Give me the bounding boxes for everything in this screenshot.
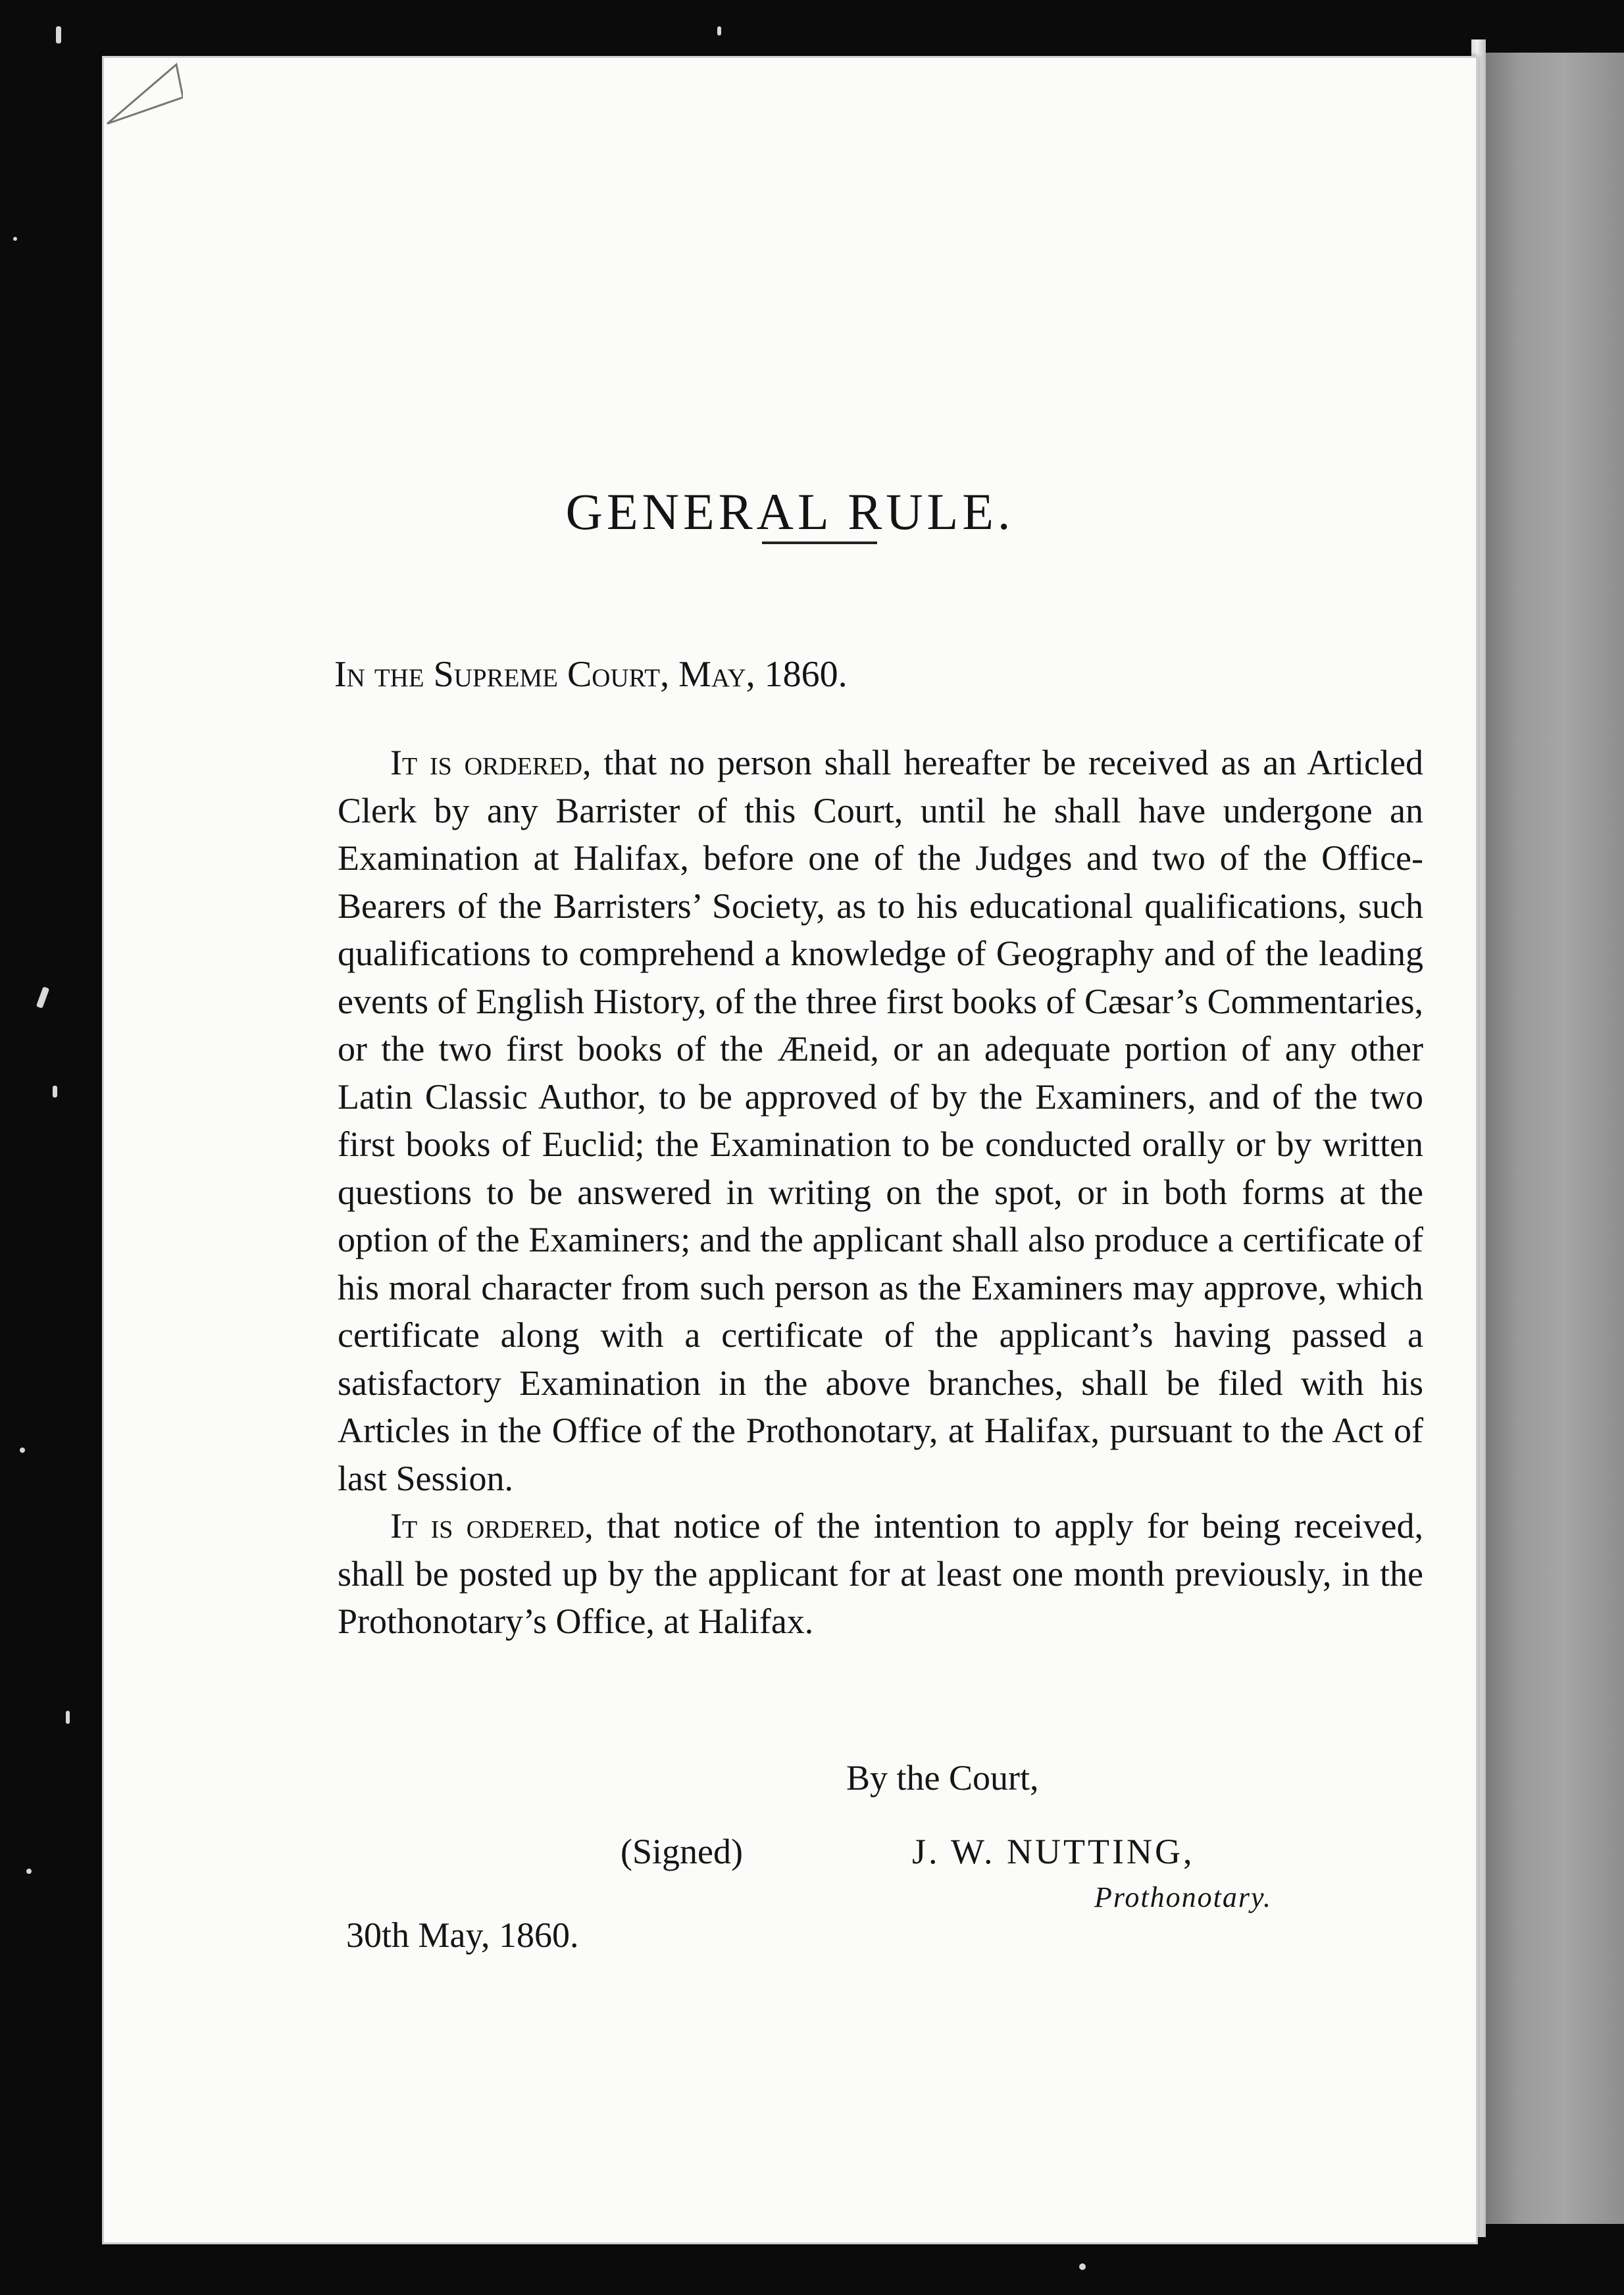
folded-corner-icon xyxy=(104,58,183,130)
signed-label: (Signed) xyxy=(621,1832,743,1871)
by-the-court: By the Court, xyxy=(846,1758,1039,1798)
paragraph-lead: It is ordered, xyxy=(390,1506,594,1546)
signer-name: J. W. NUTTING, xyxy=(912,1832,1195,1871)
paragraph-text: that no person shall hereafter be received as an Articled Clerk by any Barrister of this Court, until he shall have undergone an Examination at Halifax, before one of the Judges and two of the Office-Bearers of the Barristers’ Society, as to his educational qualifications, such qualifications to comprehend a knowledge of Geography and of the leading events of English History, of the three first books of Cæsar’s Commentaries, or the two first books of the Æneid, or an adequate portion of any other Latin Classic Author, to be approved of by the Examiners, and of the two first books of Euclid; the Examination to be conducted orally or by written questions to be answered in writing on the spot, or in both forms at the option of the Examiners; and the applicant shall also produce a certificate of his moral character from such person as the Examiners may approve, which certificate along with a certificate of the applicant’s having passed a satisfactory Examination in the above branches, shall be filed with his Articles in the Office of the Prothonotary, at Halifax, pursuant to the Act of last Session. xyxy=(338,743,1423,1498)
court-heading: In the Supreme Court, May, 1860. xyxy=(334,654,848,695)
backing-board xyxy=(1474,53,1624,2224)
dust-speck xyxy=(66,1711,70,1724)
document-sheet xyxy=(102,56,1478,2244)
paragraph-lead: It is ordered, xyxy=(390,743,592,782)
document-date: 30th May, 1860. xyxy=(346,1915,579,1955)
document-body xyxy=(338,739,1423,1646)
dust-speck xyxy=(53,1086,57,1097)
dust-speck xyxy=(56,26,61,43)
dust-speck xyxy=(717,26,721,36)
dust-speck xyxy=(13,237,17,241)
signer-title: Prothonotary. xyxy=(1094,1881,1273,1913)
dust-speck xyxy=(26,1869,32,1874)
title-rule xyxy=(762,542,877,544)
paragraph-examination xyxy=(338,739,1423,1502)
paragraph-notice xyxy=(338,1502,1423,1646)
dust-speck xyxy=(36,986,49,1008)
dust-speck xyxy=(1079,2263,1086,2270)
document-title: GENERAL RULE. xyxy=(565,483,1015,540)
paragraph-text: that notice of the intention to apply for being received, shall be posted up by the applicant for at least one month previously, in the Prothonotary’s Office, at Halifax. xyxy=(338,1506,1423,1641)
dust-speck xyxy=(20,1448,25,1453)
